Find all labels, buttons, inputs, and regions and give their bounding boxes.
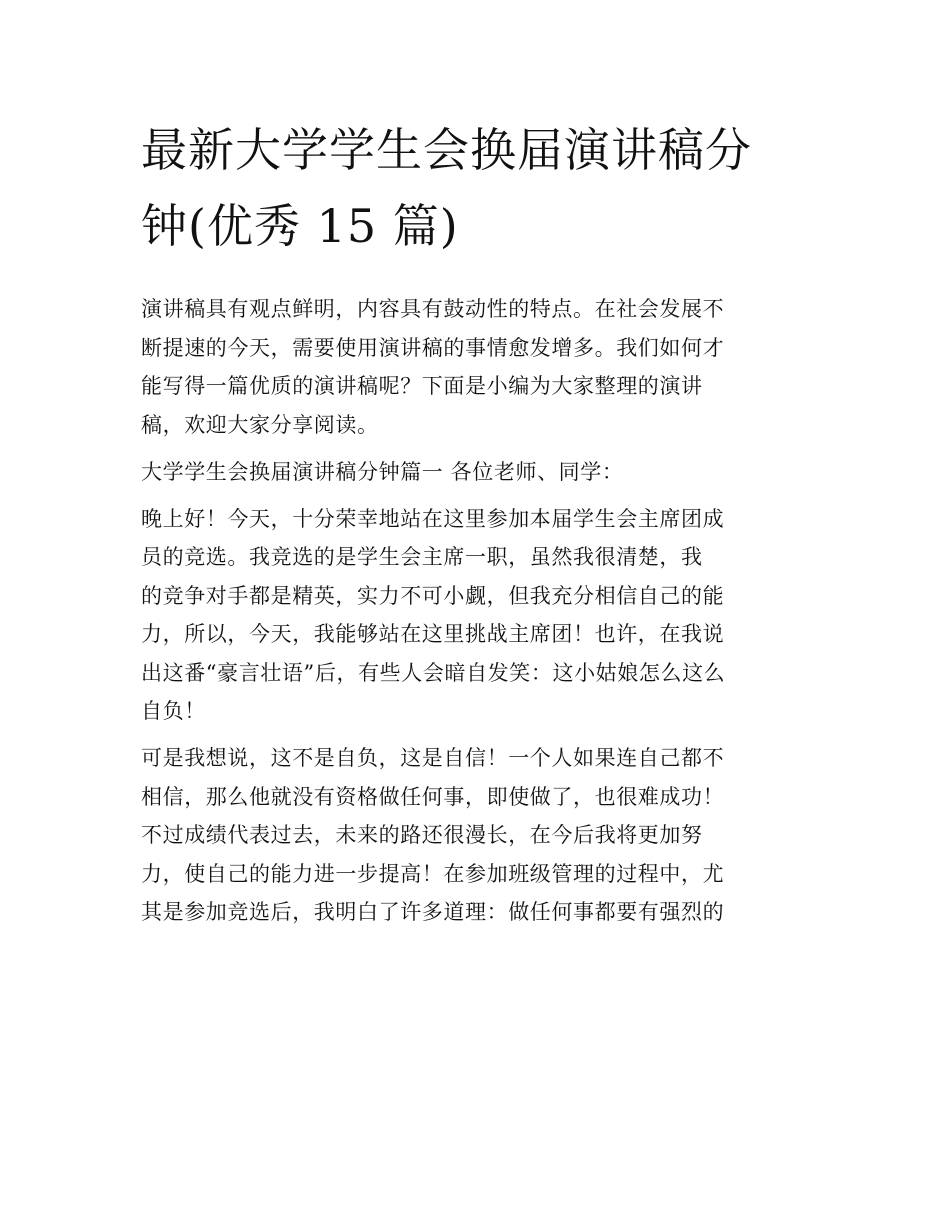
- body-paragraph-2: [141, 739, 813, 932]
- text-line: 可是我想说，这不是自负，这是自信！一个人如果连自己都不: [141, 746, 725, 770]
- text-line: 的竞争对手都是精英，实力不可小觑，但我充分相信自己的能: [141, 583, 725, 608]
- text-line: 断提速的今天，需要使用演讲稿的事情愈发增多。我们如何才: [141, 335, 725, 360]
- text-line: 相信，那么他就没有资格做任何事，即使做了，也很难成功！: [141, 784, 725, 809]
- text-line: 力，所以，今天，我能够站在这里挑战主席团！也许，在我说: [141, 622, 725, 646]
- document-title: [141, 112, 813, 264]
- body-paragraph-1: [141, 500, 813, 731]
- title-line-2: 钟(优秀 15 篇): [141, 199, 459, 253]
- text-line: 稿，欢迎大家分享阅读。: [141, 412, 379, 437]
- text-line: 自负！: [141, 699, 206, 723]
- text-line: 演讲稿具有观点鲜明，内容具有鼓动性的特点。在社会发展不: [141, 297, 725, 321]
- intro-paragraph: [141, 290, 813, 444]
- text-line: 力，使自己的能力进一步提高！在参加班级管理的过程中，尤: [141, 861, 725, 886]
- text-line: 其是参加竞选后，我明白了许多道理：做任何事都要有强烈的: [141, 900, 725, 924]
- text-line: 晚上好！今天，十分荣幸地站在这里参加本届学生会主席团成: [141, 506, 725, 531]
- document-page: [141, 112, 813, 940]
- text-line: 大学学生会换届演讲稿分钟篇一 各位老师、同学：: [141, 459, 624, 484]
- text-line: 能写得一篇优质的演讲稿呢？下面是小编为大家整理的演讲: [141, 374, 703, 398]
- section-heading-paragraph: [141, 453, 813, 492]
- text-line: 出这番“豪言壮语”后，有些人会暗自发笑：这小姑娘怎么这么: [141, 660, 726, 685]
- text-line: 员的竞选。我竞选的是学生会主席一职，虽然我很清楚，我: [141, 545, 703, 569]
- text-line: 不过成绩代表过去，未来的路还很漫长，在今后我将更加努: [141, 823, 703, 847]
- title-line-1: 最新大学学生会换届演讲稿分: [141, 123, 752, 177]
